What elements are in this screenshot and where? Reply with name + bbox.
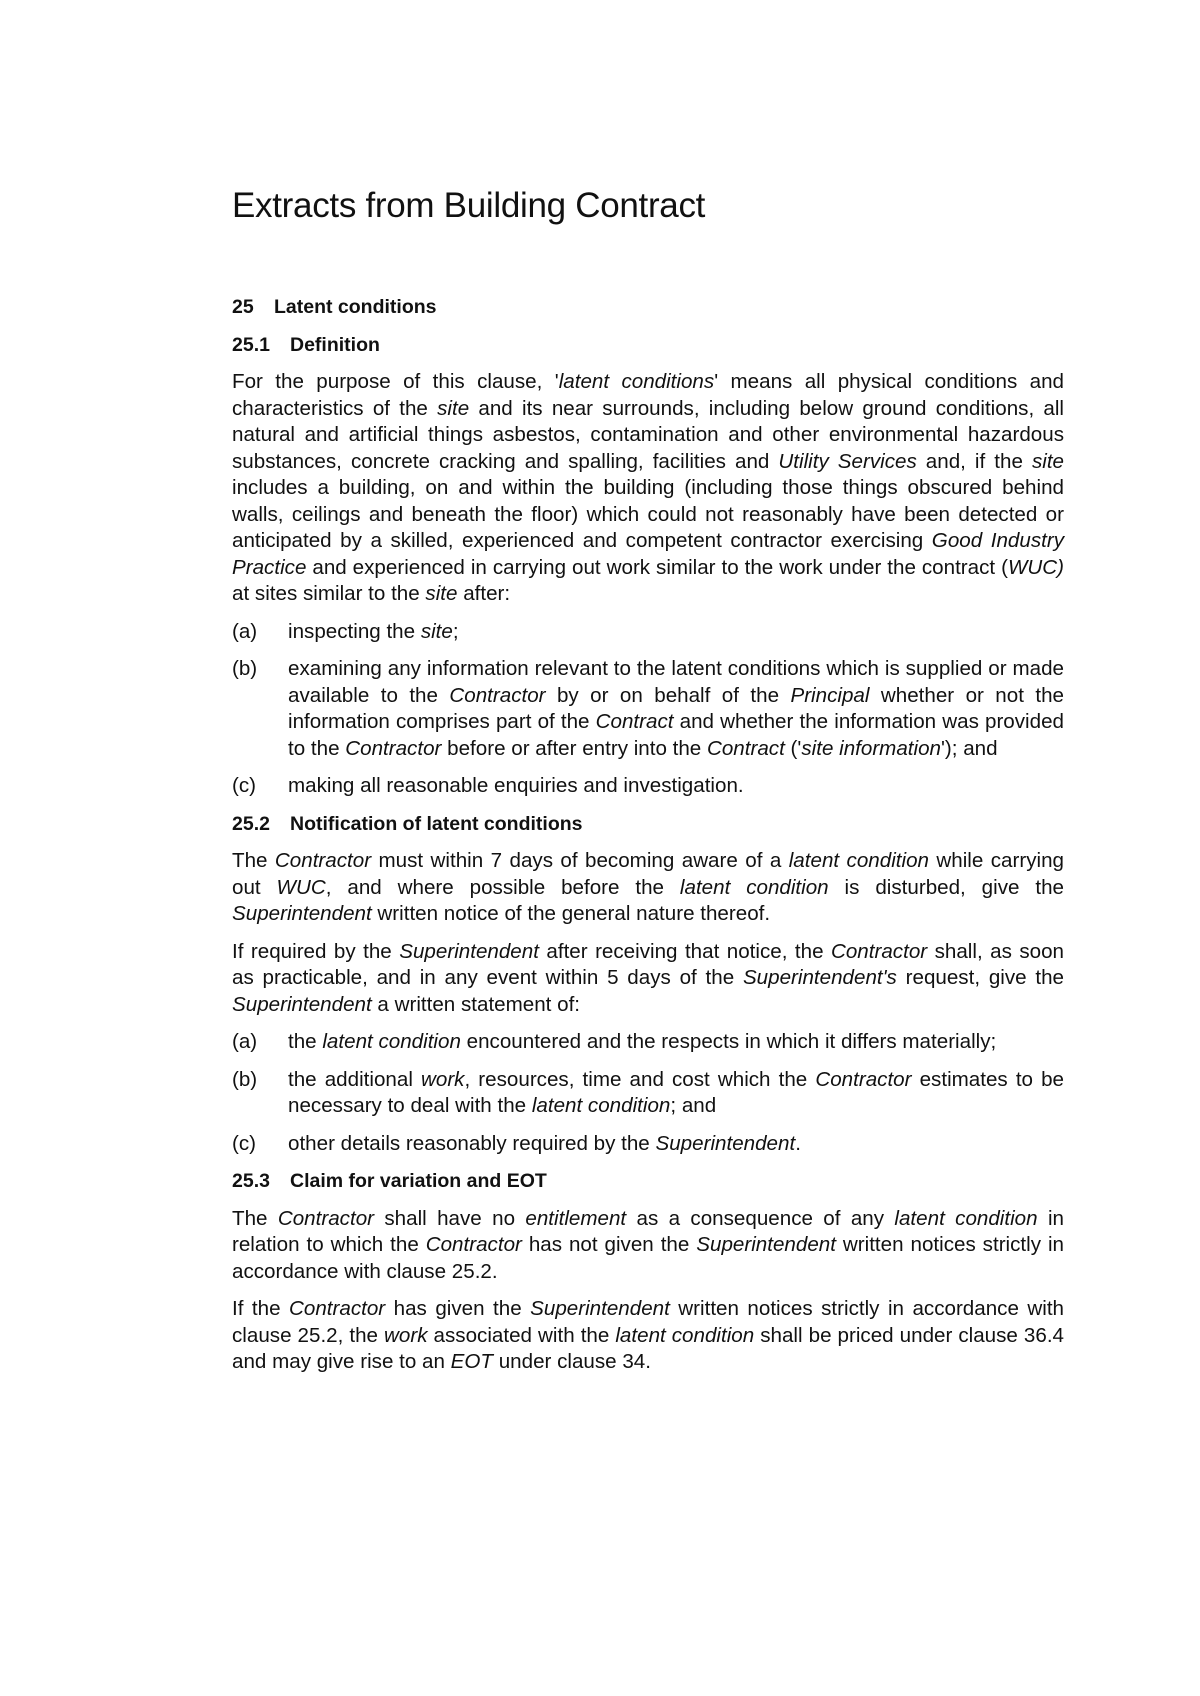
list-item <box>232 619 1064 646</box>
definition-paragraph: For the purpose of this clause, 'latent conditions' means all physical conditions and characteristics of the site and its near surrounds, including below ground conditions, all natural and artificial things asbestos, contamination and other environmental hazardous substances, concrete cracking and spalling, facilities and Utility Services and, if the site includes a building, on and within the building (including those things obscured behind walls, ceilings and beneath the floor) which could not reasonably have been detected or anticipated by a skilled, experienced and competent contractor exercising Good Industry Practice and experienced in carrying out work similar to the work under the contract (WUC) at sites similar to the site after: <box>232 370 1065 605</box>
section-title: Definition <box>290 333 380 356</box>
section-number: 25.2 <box>232 812 270 835</box>
document-title: Extracts from Building Contract <box>232 186 706 225</box>
pricing-paragraph: If the Contractor has given the Superintendent written notices strictly in accordance with clause 25.2, the work associated with the latent condition shall be priced under clause 36.4 and may give rise to an EOT under clause 34. <box>232 1297 1065 1373</box>
list-label: (c) <box>232 774 257 797</box>
list-label: (a) <box>232 1030 258 1053</box>
list-text: inspecting the site; <box>288 619 459 643</box>
section-title: Claim for variation and EOT <box>290 1170 547 1192</box>
section-heading-25-1 <box>232 332 1064 359</box>
section-number: 25.1 <box>232 333 270 356</box>
list-item <box>232 1131 1064 1158</box>
list-item <box>232 1029 1064 1056</box>
section-heading-25-3 <box>232 1168 1064 1195</box>
list-text: making all reasonable enquiries and investigation. <box>288 774 744 797</box>
list-item <box>232 656 1064 762</box>
list-item <box>232 1067 1064 1120</box>
list-text: other details reasonably required by the Superintendent. <box>288 1131 801 1155</box>
statement-paragraph: If required by the Superintendent after receiving that notice, the Contractor shall, as soon as practicable, and in any event within 5 days of the Superintendent's request, give the Superintendent a written statement of: <box>232 939 1065 1016</box>
list-label: (c) <box>232 1131 257 1155</box>
document-body <box>232 294 1064 1387</box>
list-label: (b) <box>232 1067 258 1091</box>
list-text: the latent condition encountered and the respects in which it differs materially; <box>288 1030 997 1053</box>
clause-number: 25 <box>232 296 254 318</box>
section-heading-25-2 <box>232 811 1064 838</box>
notification-paragraph: The Contractor must within 7 days of becoming aware of a latent condition while carrying out WUC, and where possible before the latent condition is disturbed, give the Superintendent written notice of the general nature thereof. <box>232 849 1065 925</box>
section-number: 25.3 <box>232 1170 270 1192</box>
list-label: (a) <box>232 619 258 643</box>
list-item <box>232 773 1064 800</box>
section-title: Notification of latent conditions <box>290 812 583 835</box>
clause-heading <box>232 294 1064 321</box>
list-text: examining any information relevant to the latent conditions which is supplied or made available to the Contractor by or on behalf of the Principal whether or not the information comprises part of the Contract and whether the information was provided to the Contractor before or after entry into the Contract ('site information'); and <box>288 657 1064 760</box>
list-text: the additional work, resources, time and cost which the Contractor estimates to be necessary to deal with the latent condition; and <box>288 1067 1064 1117</box>
clause-title: Latent conditions <box>274 296 437 318</box>
list-label: (b) <box>232 657 258 680</box>
entitlement-paragraph: The Contractor shall have no entitlement as a consequence of any latent condition in relation to which the Contractor has not given the Superintendent written notices strictly in accordance with clause 25.2. <box>232 1206 1064 1283</box>
